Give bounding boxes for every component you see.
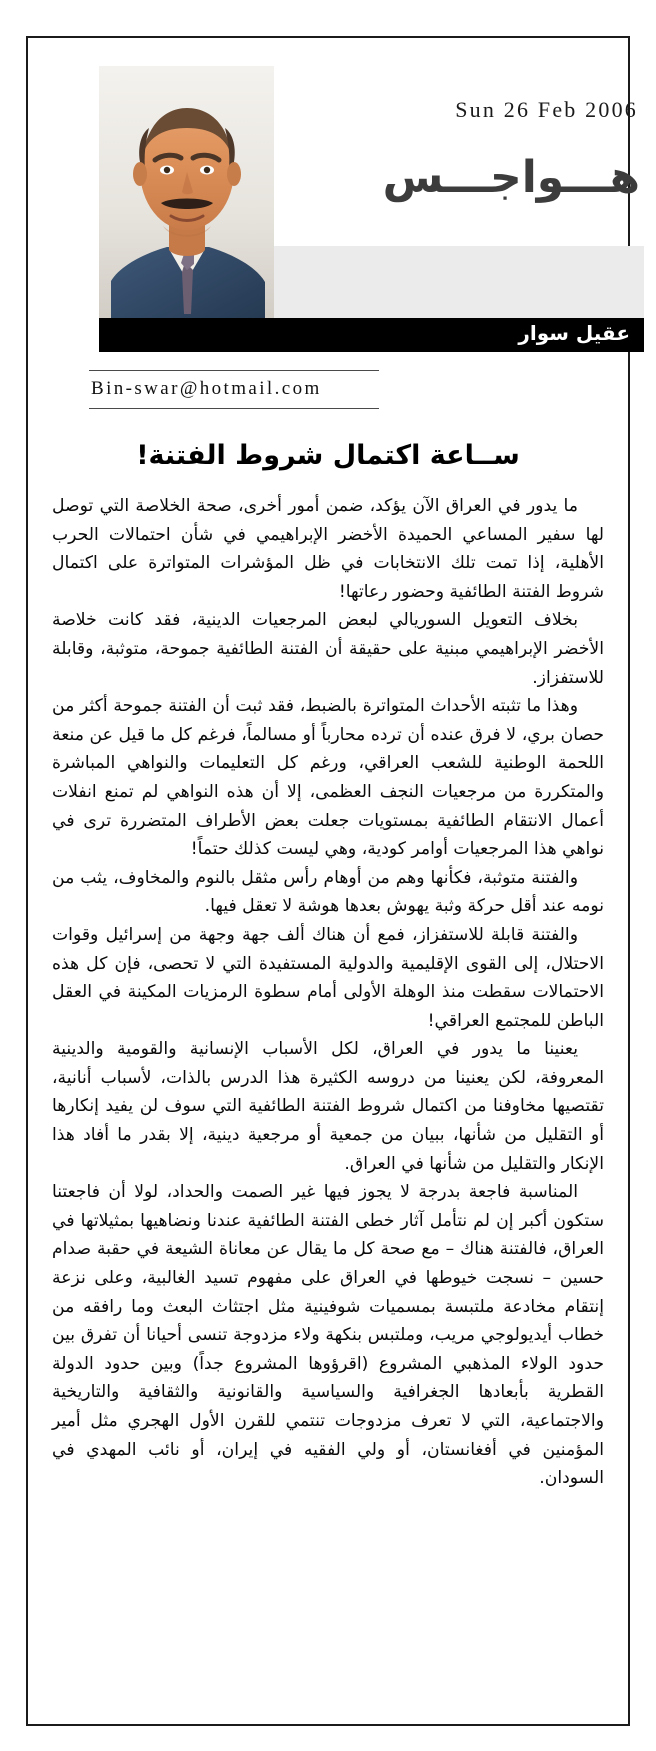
article-paragraph: يعنينا ما يدور في العراق، لكل الأسباب الإنسانية والقومية والدينية المعروفة، لكن يعنينا من دروسه الكثيرة هذا الدرس بالذات، لأسباب أنانية، تقتصيها مخاوفنا من اكتمال شروط الفتنة الطائفية التي سوف لن يفيد إنكارها أو التقليل من شأنها، ببيان من جمعية أو مرجعية دينية، إلا بقدر ما أفاد هذا الإنكار والتقليل من شأنها في العراق. xyxy=(52,1039,604,1174)
email-rule-bottom xyxy=(89,408,379,409)
author-email[interactable]: Bin-swar@hotmail.com xyxy=(91,378,322,399)
author-name-bar xyxy=(99,318,644,352)
article-paragraph: والفتنة متوثبة، فكأنها وهم من أوهام رأس مثقل بالنوم والمخاوف، يثب من نومه عند أقل حركة وثبة يهوش بعدها هوشة لا تعقل فيها. xyxy=(52,867,604,917)
article-paragraph: ما يدور في العراق الآن يؤكد، ضمن أمور أخرى، صحة الخلاصة التي توصل لها سفير المساعي الحميدة الأخضر الإبراهيمي في شأن احتمالات الحرب الأهلية، إذا تمت تلك الانتخابات في ظل المؤشرات المتواترة على اكتمال شروط الفتنة الطائفية وحضور رعاتها! xyxy=(52,496,604,602)
publication-date: Sun 26 Feb 2006 xyxy=(455,97,638,122)
column-masthead xyxy=(72,52,644,345)
author-portrait-photo xyxy=(99,66,274,331)
author-email-block xyxy=(89,370,379,409)
masthead-gray-band xyxy=(274,246,644,318)
page-content xyxy=(30,40,640,1722)
article-body xyxy=(52,492,604,1493)
article-paragraph: المناسبة فاجعة بدرجة لا يجوز فيها غير الصمت والحداد، لولا أن فاجعتنا ستكون أكبر إن لم نتأمل آثار خطى الفتنة الطائفية عندنا ونضاهيها بمثيلاتها في العراق، فالفتنة هناك – مع صحة كل ما يقال عن معاناة الشيعة في حقبة صدام حسين – نسجت خيوطها في العراق على مفهوم تسيد الغالبية، وعلى نزعة إنتقام مخادعة ملتبسة بمسميات شوفينية مثل اجتثاث البعث وما رافقه من خطاب أيديولوجي مريب، وملتبس بنكهة ولاء مزدوجة تنسى أحيانا أن تفرق بين حدود الولاء المذهبي المشروع (اقرؤوها المشروع جداً) وبين حدود الدولة القطرية بأبعادها الجغرافية والسياسية والقانونية والثقافية والتاريخية والاجتماعية، التي لا تعرف مزدوجات تنتمي للقرن الأول الهجري مثل أمير المؤمنين في أفغانستان، أو ولي الفقيه في إيران، أو نائب المهدي في السودان. xyxy=(52,1182,604,1489)
article-paragraph: بخلاف التعويل السوريالي لبعض المرجعيات الدينية، فقد كانت خلاصة الأخضر الإبراهيمي مبنية على حقيقة أن الفتنة الطائفية جموحة، متوثبة، وقابلة للاستفزاز. xyxy=(52,610,604,688)
article-paragraph: والفتنة قابلة للاستفزاز، فمع أن هناك ألف جهة وجهة من إسرائيل وقوات الاحتلال، إلى القوى الإقليمية والدولية المستفيدة التي لا تحصى، فإن كل هذه الاحتمالات سقطت منذ الوهلة الأولى أمام سطوة الرمزيات المكينة في العقل الباطن للمجتمع العراقي! xyxy=(52,924,604,1031)
portrait-illustration xyxy=(99,66,274,331)
article-headline: ســاعة اكتمال شروط الفتنة! xyxy=(136,440,520,471)
author-name: عقيل سوار xyxy=(518,321,630,345)
column-title: هـــواجـــس xyxy=(382,152,640,203)
article-paragraph: وهذا ما تثبته الأحداث المتواترة بالضبط، فقد ثبت أن الفتنة جموحة أكثر من حصان بري، لا فرق عنده أن ترده محارباً أو مسالماً، فرغم كل ما قيل عن منعة اللحمة الوطنية للشعب العراقي، ورغم كل التعليمات والنواهي المباشرة والمتكررة من مرجعيات النجف العظمى، إلا أن هذه النواهي لم تمنع انفلات أعمال الانتقام الطائفية بمستويات جعلت بعض الأطراف المتضررة ترى في نواهي هذا المرجعيات أوامر كودية، وهي ليست كذلك حتماً! xyxy=(52,696,604,860)
